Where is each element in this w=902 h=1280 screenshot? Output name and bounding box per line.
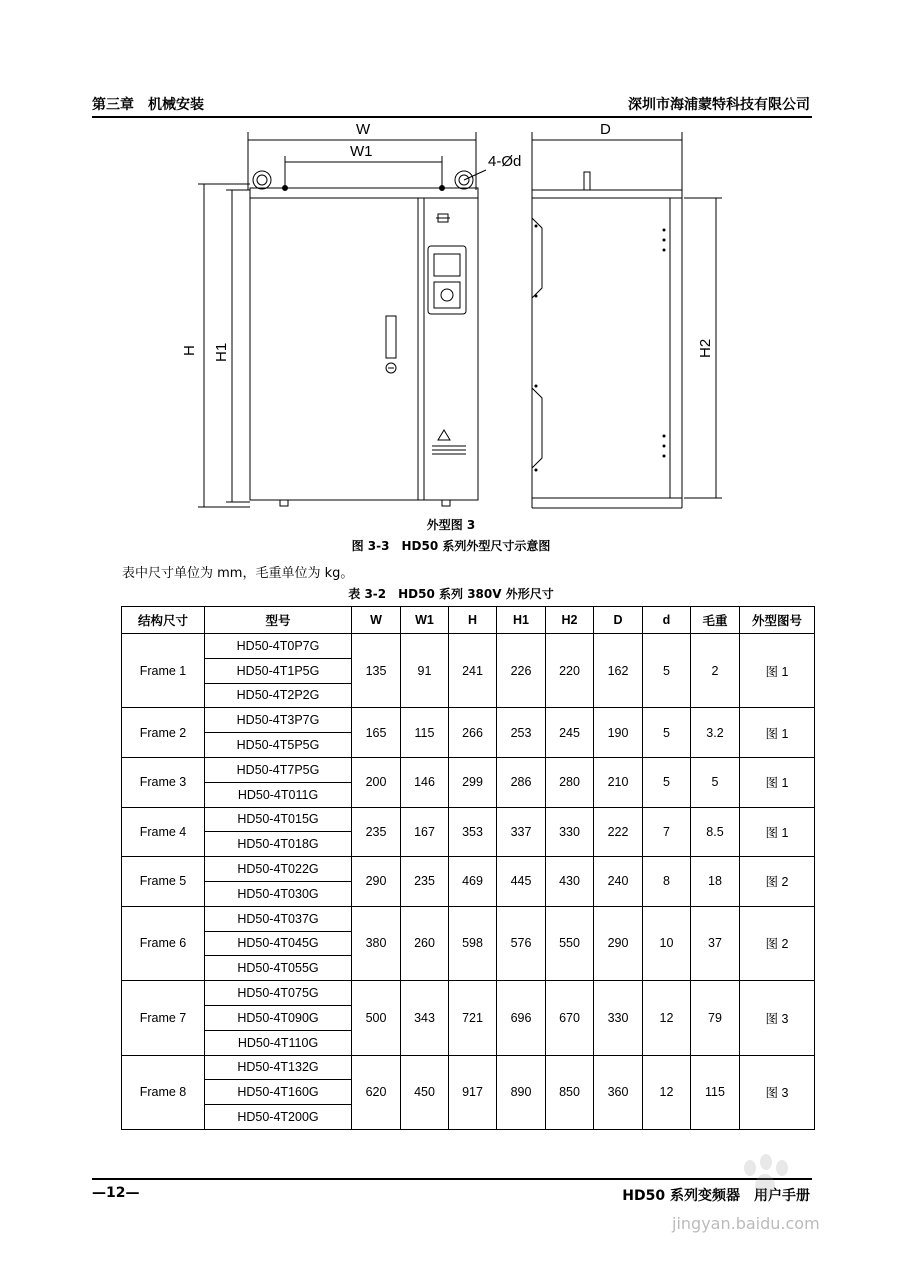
d-cell: 10 — [643, 906, 691, 980]
w-cell: 200 — [352, 757, 401, 807]
d-cell: 5 — [643, 757, 691, 807]
col-frame: 结构尺寸 — [122, 607, 205, 634]
manual-title: HD50 系列变频器 用户手册 — [622, 1188, 810, 1204]
w-cell: 290 — [352, 857, 401, 907]
frame-cell: Frame 7 — [122, 981, 205, 1055]
w-cell: 135 — [352, 634, 401, 708]
w1-cell: 450 — [401, 1055, 449, 1129]
col-w: W — [352, 607, 401, 634]
h2-cell: 850 — [546, 1055, 594, 1129]
model-cell: HD50-4T018G — [205, 832, 352, 857]
model-cell: HD50-4T1P5G — [205, 658, 352, 683]
dim-label-w: W — [356, 121, 371, 138]
h2-cell: 430 — [546, 857, 594, 907]
table-row — [122, 1055, 815, 1080]
fig-cell: 图 1 — [740, 708, 815, 758]
frame-cell: Frame 4 — [122, 807, 205, 857]
dim-label-w1: W1 — [350, 143, 373, 160]
model-cell: HD50-4T090G — [205, 1005, 352, 1030]
h1-cell: 253 — [497, 708, 546, 758]
d-cell: 12 — [643, 1055, 691, 1129]
model-cell: HD50-4T200G — [205, 1105, 352, 1130]
h-cell: 598 — [449, 906, 497, 980]
d-cell: 290 — [594, 906, 643, 980]
model-cell: HD50-4T011G — [205, 782, 352, 807]
frame-cell: Frame 1 — [122, 634, 205, 708]
page-number: —12— — [92, 1185, 140, 1201]
h1-cell: 286 — [497, 757, 546, 807]
h2-cell: 550 — [546, 906, 594, 980]
h-cell: 469 — [449, 857, 497, 907]
w-cell: 620 — [352, 1055, 401, 1129]
model-cell: HD50-4T132G — [205, 1055, 352, 1080]
table-row — [122, 807, 815, 832]
model-cell: HD50-4T037G — [205, 906, 352, 931]
d-cell: 162 — [594, 634, 643, 708]
table-row — [122, 708, 815, 733]
model-cell: HD50-4T7P5G — [205, 757, 352, 782]
h1-cell: 337 — [497, 807, 546, 857]
w-cell: 165 — [352, 708, 401, 758]
h1-cell: 576 — [497, 906, 546, 980]
w-cell: 500 — [352, 981, 401, 1055]
h2-cell: 245 — [546, 708, 594, 758]
col-d-hole: d — [643, 607, 691, 634]
frame-cell: Frame 3 — [122, 757, 205, 807]
weight-cell: 3.2 — [691, 708, 740, 758]
weight-cell: 5 — [691, 757, 740, 807]
table-caption: 表 3-2 HD50 系列 380V 外形尺寸 — [348, 587, 554, 601]
h-cell: 241 — [449, 634, 497, 708]
col-w1: W1 — [401, 607, 449, 634]
d-cell: 12 — [643, 981, 691, 1055]
model-cell: HD50-4T015G — [205, 807, 352, 832]
d-cell: 5 — [643, 708, 691, 758]
figure-caption: 图 3-3 HD50 系列外型尺寸示意图 — [351, 539, 551, 553]
frame-cell: Frame 8 — [122, 1055, 205, 1129]
col-figure: 外型图号 — [740, 607, 815, 634]
col-h1: H1 — [497, 607, 546, 634]
fig-cell: 图 3 — [740, 1055, 815, 1129]
w1-cell: 235 — [401, 857, 449, 907]
h-cell: 721 — [449, 981, 497, 1055]
weight-cell: 18 — [691, 857, 740, 907]
h1-cell: 226 — [497, 634, 546, 708]
d-cell: 210 — [594, 757, 643, 807]
model-cell: HD50-4T030G — [205, 881, 352, 906]
h1-cell: 445 — [497, 857, 546, 907]
d-cell: 330 — [594, 981, 643, 1055]
table-row — [122, 857, 815, 882]
h1-cell: 890 — [497, 1055, 546, 1129]
table-row — [122, 757, 815, 782]
company-name: 深圳市海浦蒙特科技有限公司 — [628, 97, 810, 113]
chapter-title: 第三章 机械安装 — [92, 97, 204, 113]
table-header-row — [122, 607, 815, 634]
model-cell: HD50-4T075G — [205, 981, 352, 1006]
col-weight: 毛重 — [691, 607, 740, 634]
table-row — [122, 906, 815, 931]
fig-cell: 图 1 — [740, 757, 815, 807]
model-cell: HD50-4T160G — [205, 1080, 352, 1105]
weight-cell: 79 — [691, 981, 740, 1055]
col-h2: H2 — [546, 607, 594, 634]
dim-label-h2: H2 — [697, 338, 714, 358]
d-cell: 222 — [594, 807, 643, 857]
h2-cell: 670 — [546, 981, 594, 1055]
model-cell: HD50-4T045G — [205, 931, 352, 956]
weight-cell: 37 — [691, 906, 740, 980]
model-cell: HD50-4T3P7G — [205, 708, 352, 733]
h-cell: 917 — [449, 1055, 497, 1129]
model-cell: HD50-4T022G — [205, 857, 352, 882]
d-cell: 8 — [643, 857, 691, 907]
h-cell: 266 — [449, 708, 497, 758]
fig-cell: 图 1 — [740, 807, 815, 857]
dim-label-d: D — [600, 121, 611, 138]
frame-cell: Frame 6 — [122, 906, 205, 980]
watermark-text: jingyan.baidu.com — [672, 1214, 820, 1233]
d-cell: 5 — [643, 634, 691, 708]
h-cell: 353 — [449, 807, 497, 857]
w-cell: 380 — [352, 906, 401, 980]
outline-drawing — [180, 118, 740, 518]
h2-cell: 220 — [546, 634, 594, 708]
weight-cell: 115 — [691, 1055, 740, 1129]
dim-label-h: H — [181, 345, 198, 356]
unit-note: 表中尺寸单位为 mm，毛重单位为 kg。 — [122, 566, 354, 581]
weight-cell: 2 — [691, 634, 740, 708]
w-cell: 235 — [352, 807, 401, 857]
fig-cell: 图 3 — [740, 981, 815, 1055]
h-cell: 299 — [449, 757, 497, 807]
model-cell: HD50-4T0P7G — [205, 634, 352, 659]
model-cell: HD50-4T2P2G — [205, 683, 352, 708]
col-model: 型号 — [205, 607, 352, 634]
figure-sub-caption: 外型图 3 — [426, 518, 476, 532]
w1-cell: 91 — [401, 634, 449, 708]
model-cell: HD50-4T055G — [205, 956, 352, 981]
d-cell: 360 — [594, 1055, 643, 1129]
weight-cell: 8.5 — [691, 807, 740, 857]
table-row — [122, 981, 815, 1006]
w1-cell: 115 — [401, 708, 449, 758]
model-cell: HD50-4T110G — [205, 1030, 352, 1055]
h2-cell: 280 — [546, 757, 594, 807]
frame-cell: Frame 5 — [122, 857, 205, 907]
table-row — [122, 634, 815, 659]
dim-label-hole: 4-Ød — [488, 153, 522, 170]
h2-cell: 330 — [546, 807, 594, 857]
w1-cell: 260 — [401, 906, 449, 980]
w1-cell: 167 — [401, 807, 449, 857]
fig-cell: 图 2 — [740, 906, 815, 980]
col-h: H — [449, 607, 497, 634]
model-cell: HD50-4T5P5G — [205, 733, 352, 758]
d-cell: 190 — [594, 708, 643, 758]
dim-label-h1: H1 — [213, 342, 230, 362]
d-cell: 240 — [594, 857, 643, 907]
fig-cell: 图 2 — [740, 857, 815, 907]
dimensions-table — [121, 606, 815, 1130]
h1-cell: 696 — [497, 981, 546, 1055]
w1-cell: 146 — [401, 757, 449, 807]
frame-cell: Frame 2 — [122, 708, 205, 758]
w1-cell: 343 — [401, 981, 449, 1055]
fig-cell: 图 1 — [740, 634, 815, 708]
d-cell: 7 — [643, 807, 691, 857]
col-d-depth: D — [594, 607, 643, 634]
